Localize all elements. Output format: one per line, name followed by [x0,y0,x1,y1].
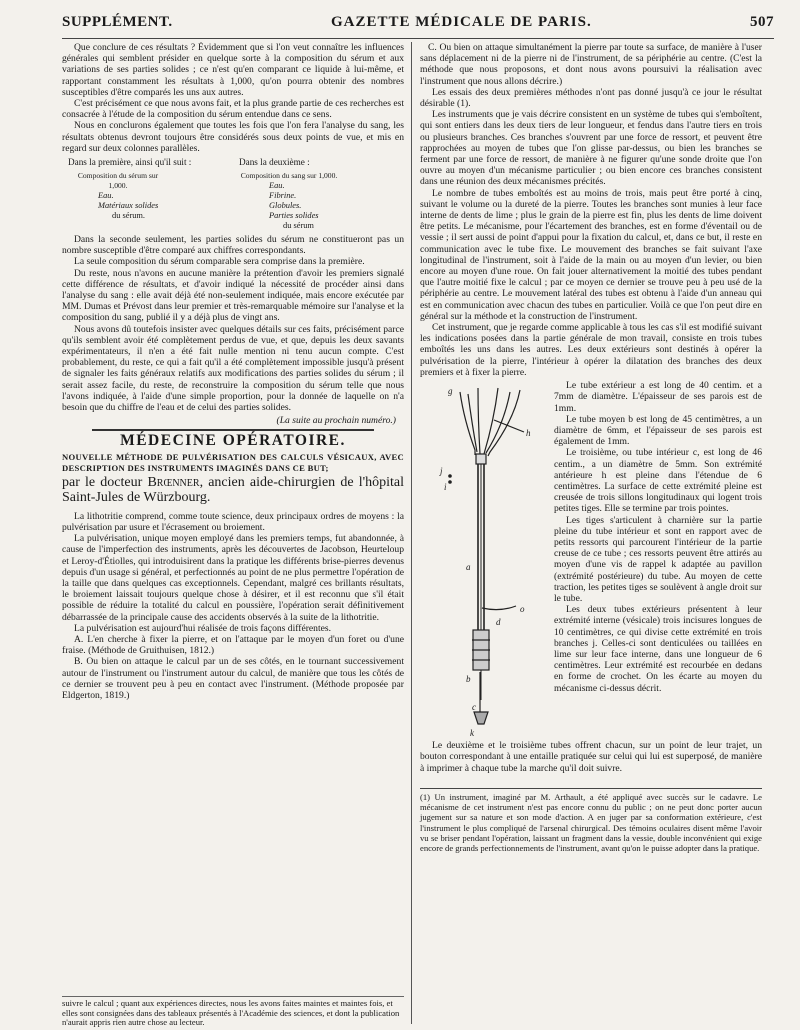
footnote: (1) Un instrument, imaginé par M. Arthault, a été appliqué avec succès sur le cadavre. Le mécanisme de cet instrument n'est pas encore connu du public ; on ne peut donc porter aucun jugement sur sa nature et son mode d'action. A en juger par sa conformation extérieure, c'est l'instrument le plus compliqué de l'arsenal chirurgical. Des témoins oculaires disent même l'avoir vu se briser pendant l'opération, laissant un fragment dans la vessie, double inconvénient qui exige encore de grands perfectionnements de l'instrument, avant qu'on le puisse adopter dans la pratique. [420,788,762,854]
paragraph: A. L'en cherche à fixer la pierre, et on l'attaque par le moyen d'un foret ou d'une fraise. (Méthode de Gruithuisen, 1812.) [62,633,404,657]
paragraph: Nous en conclurons également que toutes les fois que l'on fera l'analyse du sang, les résultats obtenus devront toujours être considérés sous deux points de vue, et mis en regard sur deux colonnes parallèles. [62,120,404,154]
figure-block [420,380,762,740]
table-item: du sérum. [112,211,146,221]
table-heading: Composition du sérum sur 1,000. [77,171,159,191]
figure-label: b [466,674,471,685]
paragraph: Le troisième, ou tube intérieur c, est long de 46 centim., a un diamètre de 5mm. Son extrémité antérieure h est pleine dans l'étendue de 6 centimètres. La surface de cette extrémité pleine est creusée de trois sillons longitudinaux qui logent trois petites tiges. Elle se termine par trois pointes. [554,447,762,515]
paragraph: Le tube moyen b est long de 45 centimètres, a un diamètre de 6mm, et l'épaisseur de ses parois est également de 1mm. [554,413,762,448]
figure-label: o [520,604,525,615]
lithotrite-figure [420,380,550,740]
paragraph: Les instruments que je vais décrire consistent en un système de tubes qui s'emboîtent, qui sont entiers dans les deux tiers de leur longueur, et fendus dans l'autre tiers en trois ou plusieurs branches. Ces branches s'ouvrent par une force de ressort, et peuvent être rapprochées au moyen de tubes que l'on glisse par-dessus, ou bien les branches se ferment par une force de ressort, de manière à ne figurer qu'une sonde droite que l'on ouvre au moyen d'un mécanisme particulier ; ou bien encore ces branches consistent dans une réunion des deux mécanismes précités. [420,109,762,188]
page-number: 507 [749,14,774,30]
article-byline [62,475,404,505]
figure-label: j [440,466,443,477]
paragraph: C. Ou bien on attaque simultanément la pierre par toute sa surface, de manière à l'user sans déplacement ni de la pierre ni de l'instrument, de sa périphérie au centre. (C'est la méthode que nous proposons, et dont nous avons poursuivi la réalisation avec l'instrument que nous allons décrire.) [420,42,762,87]
paragraph: Le deuxième et le troisième tubes offrent chacun, sur un point de leur trajet, un bouton correspondant à une entaille pratiquée sur celui qui lui est superposé, de manière à imprimer à chaque tube la marche qu'il doit suivre. [420,740,762,774]
header-supplement: SUPPLÉMENT. [62,14,173,30]
figure-label: a [466,562,471,573]
bottom-footnote-continuation: suivre le calcul ; quant aux expériences directes, nous les avons faites maintes et maintes fois, et elles sont consignées dans des tableaux présentés à l'Académie des sciences, et dont la publication n'aurait appris rien autre chose au lecteur. [62,996,404,1028]
table-item: Globules. [269,201,302,211]
figure-description [550,380,762,740]
article-title: NOUVELLE MÉTHODE DE PULVÉRISATION DES CALCULS VÉSICAUX, AVEC DESCRIPTION DES INSTRUMENTS IMAGINÉS DANS CE BUT; [62,451,404,473]
paragraph: Nous avons dû toutefois insister avec quelques détails sur ces faits, précisément parce qu'ils semblent avoir été complètement perdus de vue, et que, depuis les deux savants expérimentateurs, il n'en a été fait nulle mention ni tenu aucun compte. C'est probablement, du reste, ce qui a fait qu'il a été complètement impossible jusqu'à présent de signaler les faits généraux relatifs aux modifications des parties solides du sérum ; il serait assez facile, du reste, de reconstruire la composition du sérum telle que nous l'avons indiquée, à l'aide d'une simple proportion, pour la donnée de laquelle on n'a besoin que du chiffre de l'eau et de celui des parties solides. [62,323,404,414]
figure-label: k [470,728,474,739]
page-header [62,14,774,39]
table-caption: Dans la première, ainsi qu'il suit : [68,157,192,168]
serum-table [62,157,233,231]
byline-prefix: par le docteur [62,474,148,490]
figure-label: c [472,702,476,713]
table-item: Eau. [269,181,285,191]
paragraph: La pulvérisation est aujourd'hui réalisée de trois façons différentes. [74,622,332,634]
table-item: du sérum [283,221,314,231]
continuation-note: (La suite au prochain numéro.) [276,415,396,427]
table-item: Matériaux solides [98,201,159,211]
paragraph: Cet instrument, que je regarde comme applicable à tous les cas s'il est modifié suivant les indications posées dans la partie générale de mon travail, consiste en trois tubes emboîtés les uns dans les autres. Les deux extérieurs sont destinés à opérer la pulvérisation de la pierre, l'intérieur à opérer la dilatation des branches des deux premiers et à fixer la pierre. [420,322,762,378]
table-heading: Composition du sang sur 1,000. [240,171,338,181]
paragraph: Du reste, nous n'avons en aucune manière la prétention d'avoir les premiers signalé cette différence de résultats, et d'avoir indiqué la nécessité de procéder ainsi dans l'analyse du sang : elle avait déjà été non-seulement indiquée, mais encore exécutée par MM. Dumas et Prévost dans leur premier et très-remarquable mémoire sur l'analyse et la composition du sang, publié il y a déjà plus de vingt ans. [62,267,404,324]
paragraph: Que conclure de ces résultats ? Évidemment que si l'on veut connaître les influences générales qui semblent présider en quelque sorte à la composition du sérum et aux variations de ses parties solides ; ce n'est qu'en comparant ce liquide à lui-même, et rapportant constamment les résultats à 1,000, qu'on pourra obtenir des nombres susceptibles d'être comparés les uns aux autres. [62,42,404,98]
composition-tables [62,157,404,231]
right-column [412,42,762,1024]
paragraph: La seule composition du sérum comparable sera comprise dans la première. [74,256,365,268]
paragraph: Les essais des deux premières méthodes n'ont pas donné jusqu'à ce jour le résultat désirable (1). [420,86,762,110]
paragraph: Dans la seconde seulement, les parties solides du sérum ne constitueront pas un nombre susceptible d'être comparé aux chiffres correspondants. [62,234,404,257]
paragraph: Le nombre de tubes emboîtés est au moins de trois, mais peut être porté à cinq, suivant le volume ou la dureté de la pierre. Toutes les branches sont munies à leur face interne de dents de lime ; plus le grain de la pierre est fin, plus les dents de lime doivent être petits. Le mécanisme, pour l'écartement des branches, est en forme d'éventail ou de vessie ; il sert aussi de point d'appui pour la fixation du calcul, et, dans ce but, il reste en communication avec le tube fixe. Le mouvement des branches se fait suivant l'axe longitudinal de l'instrument, soit à l'aide de la main ou au moyen d'un levier, ou bien encore au moyen d'une roue. On fait jouer alternativement la moitié des tubes pendant que l'autre moitié fixe le calcul ; par ce moyen ce dernier se trouve peu à peu usé de la périphérie au centre. Le mouvement latéral des tubes est obtenu à l'aide d'un anneau qui est en communication avec chacun des tubes en particulier. Voilà ce que l'on peut dire en général sur la méthode et la construction de l'instrument. [420,187,762,322]
paragraph: Les deux tubes extérieurs présentent à leur extrémité interne (vésicale) trois incisures longues de 10 centimètres, ce qui divise cette extrémité en trois branches j. Celles-ci sont denticulées ou taillées en lime sur leur face interne, dans une longueur de 6 centimètres. Leur extrémité est recourbée en dedans en forme de crochet. On les écarte au moyen du mécanisme ci-dessus décrit. [554,604,762,694]
table-item: Eau. [98,191,114,201]
left-column [62,42,412,1024]
figure-label: h [526,428,531,439]
table-item: Fibrine. [269,191,297,201]
figure-label: i [444,482,447,493]
table-item: Parties solides [269,211,319,221]
byline-suffix: , ancien aide-chirurgien de l'hôpital Saint-Jules de Würzbourg. [62,474,404,505]
figure-label: d [496,617,501,628]
paragraph: La lithotritie comprend, comme toute science, deux principaux ordres de moyens : la pulvérisation par usure et l'écrasement ou broiement. [62,510,404,533]
blood-table [233,157,404,231]
paragraph: Le tube extérieur a est long de 40 centim. et a 7mm de diamètre. L'épaisseur de ses parois est de 1mm. [554,380,762,414]
paragraph: C'est précisément ce que nous avons fait, et la plus grande partie de ces recherches est consacrée à l'étude de la composition du sérum entendue dans ce sens. [62,98,404,121]
paragraph: La pulvérisation, unique moyen employé dans les premiers temps, fut abandonnée, à cause de l'imperfection des instruments, après les découvertes de Jacobson, Heurteloup et Leroy-d'Étiolles, qui introduisirent dans la pratique les différents brise-pierres devenus depuis d'un usage si général, et perfectionnés au point de ne plus permettre l'opération de la taille que dans quelques cas exceptionnels. Cependant, malgré ces brillants résultats, le broiement laissait toujours quelque chose à désirer, et il est reconnu que s'il était possible de réduire la totalité du calcul en poussière, l'opération serait définitivement débarrassée de la principale cause des accidents observés à la suite de la lithotritie. [62,533,404,623]
paragraph: Les tiges s'articulent à charnière sur la partie pleine du tube intérieur et sont en rapport avec de petits ressorts qui parcourent l'intérieur de la partie creuse de ce tube ; ces ressorts peuvent être attirés au moyen d'une vis de rappel k adaptée au pavillon (extrémité postérieure) du tube. Au moyen de cette traction, les petites tiges se soulèvent à angle droit sur le tube. [554,514,762,604]
header-journal-title: GAZETTE MÉDICALE DE PARIS. [330,14,592,30]
paragraph: B. Ou bien on attaque le calcul par un de ses côtés, en le tournant successivement autour de l'instrument ou l'instrument autour du calcul, de manière que tous les côtés de ce dernier se trouvent peu à peu en contact avec l'instrument. (Méthode proposée par Eldgerton, 1819.) [62,656,404,701]
author-name: Brœnner [147,474,200,490]
columns [62,42,774,1024]
section-rule [92,429,374,431]
section-title: MÉDECINE OPÉRATOIRE. [120,432,346,450]
figure-label: g [448,386,453,397]
table-caption: Dans la deuxième : [239,157,310,168]
